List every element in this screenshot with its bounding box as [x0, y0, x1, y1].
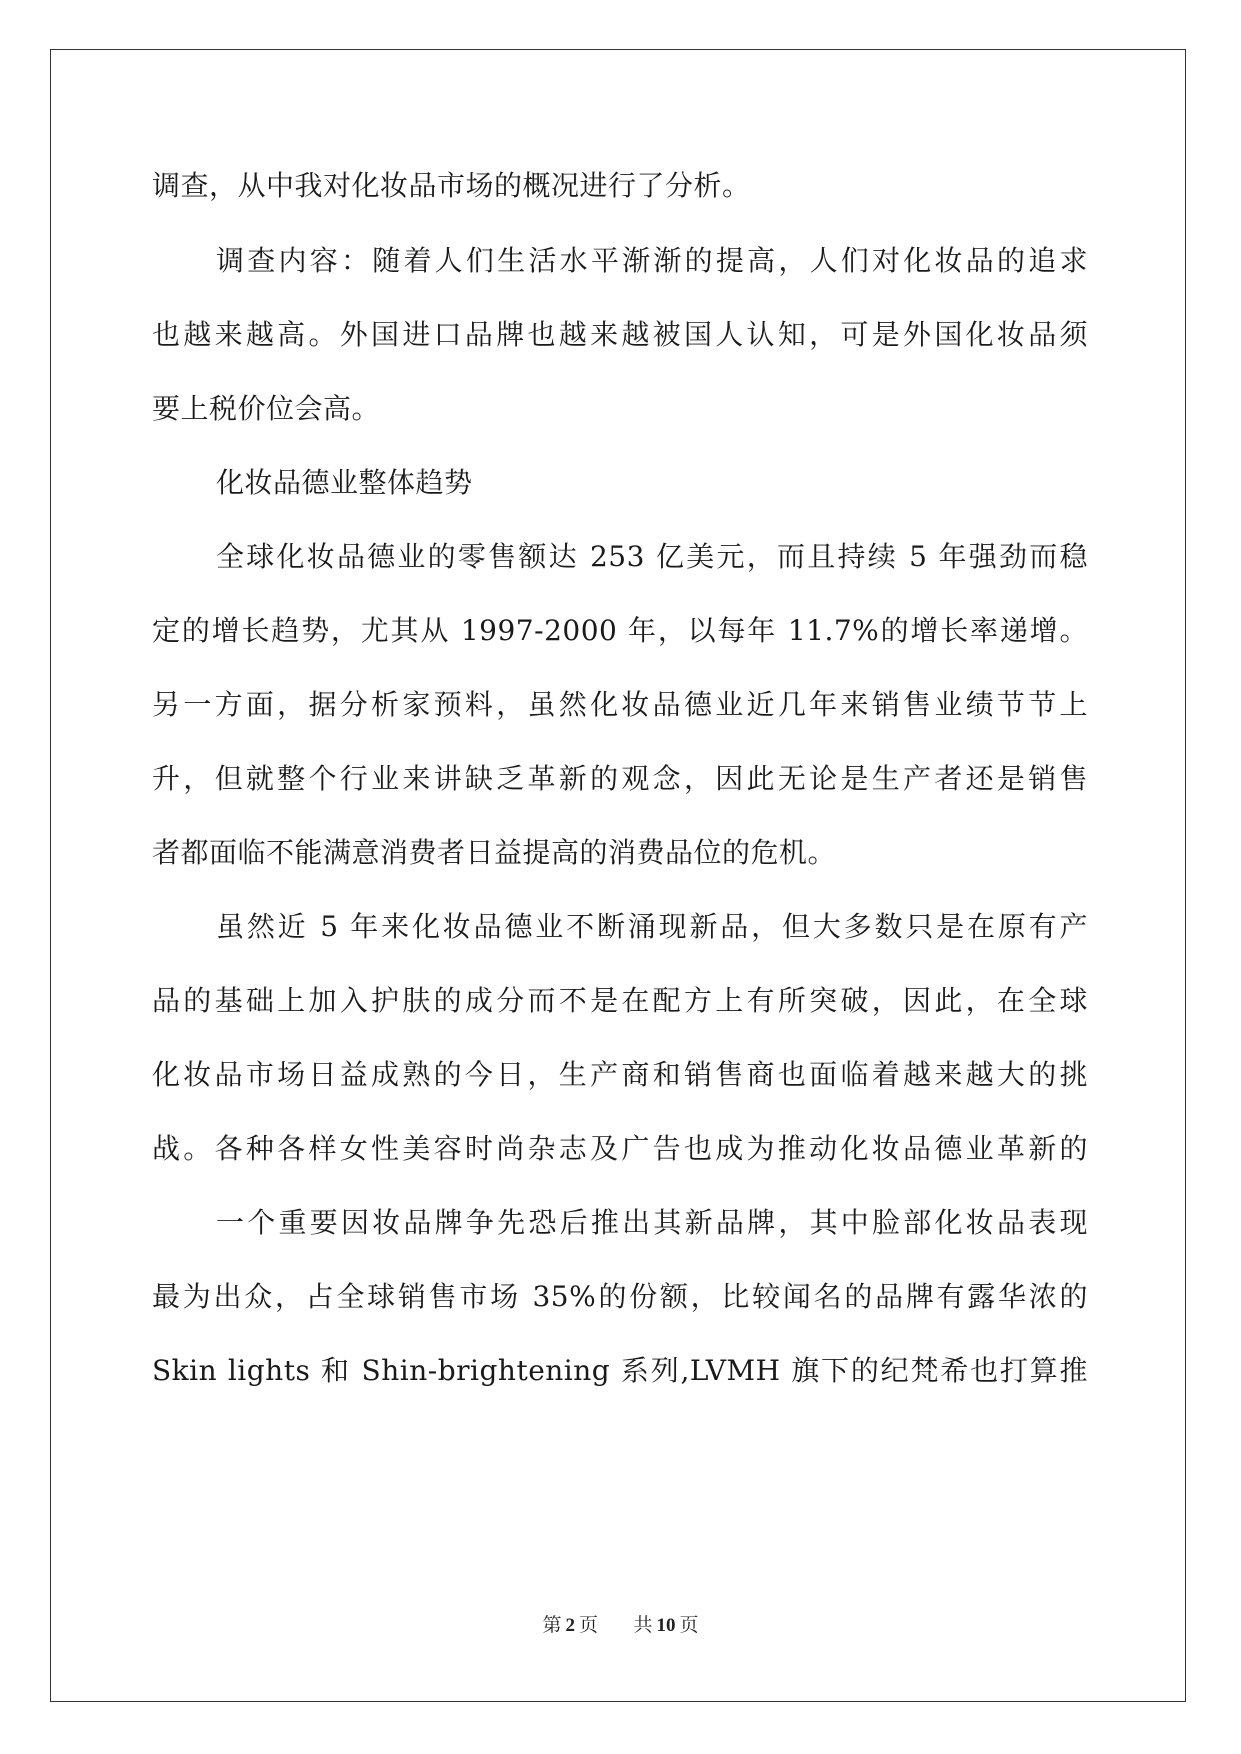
text-line: Skin lights 和 Shin-brightening 系列,LVMH 旗下的纪梵希也打算推: [152, 1354, 1088, 1387]
page-prefix: 第: [542, 1615, 562, 1636]
text-line: 定的增长趋势，尤其从 1997-2000 年，以每年 11.7%的增长率递增。: [152, 614, 1088, 647]
text-line: 要上税价位会高。: [152, 392, 381, 425]
text-line: 调查，从中我对化妆品市场的概况进行了分析。: [152, 169, 751, 202]
text-line: 战。各种各样女性美容时尚杂志及广告也成为推动化妆品德业革新的: [152, 1132, 1088, 1165]
paragraph-first-line: 全球化妆品德业的零售额达 253 亿美元，而且持续 5 年强劲而稳: [216, 540, 1088, 573]
page-footer: [0, 1610, 1241, 1637]
page-total: 10: [656, 1615, 676, 1636]
paragraph-first-line: 一个重要因妆品牌争先恐后推出其新品牌，其中脸部化妆品表现: [216, 1206, 1088, 1239]
text-line: 也越来越高。外国进口品牌也越来越被国人认知，可是外国化妆品须: [152, 318, 1088, 351]
text-line: 最为出众，占全球销售市场 35%的份额，比较闻名的品牌有露华浓的: [152, 1280, 1088, 1313]
paragraph-first-line: 调查内容：随着人们生活水平渐渐的提高，人们对化妆品的追求: [216, 244, 1088, 277]
paragraph-first-line: 虽然近 5 年来化妆品德业不断涌现新品，但大多数只是在原有产: [216, 910, 1088, 943]
page-border: [50, 49, 1186, 1702]
text-line: 者都面临不能满意消费者日益提高的消费品位的危机。: [152, 836, 837, 869]
text-line: 品的基础上加入护肤的成分而不是在配方上有所突破，因此，在全球: [152, 984, 1088, 1017]
page-unit: 页: [578, 1615, 598, 1636]
text-line: 化妆品市场日益成熟的今日，生产商和销售商也面临着越来越大的挑: [152, 1058, 1088, 1091]
total-prefix: 共: [633, 1615, 653, 1636]
page-current: 2: [565, 1615, 575, 1636]
section-heading: 化妆品德业整体趋势: [216, 466, 473, 499]
text-line: 另一方面，据分析家预料，虽然化妆品德业近几年来销售业绩节节上: [152, 688, 1088, 721]
text-line: 升，但就整个行业来讲缺乏革新的观念，因此无论是生产者还是销售: [152, 762, 1088, 795]
total-unit: 页: [679, 1615, 699, 1636]
